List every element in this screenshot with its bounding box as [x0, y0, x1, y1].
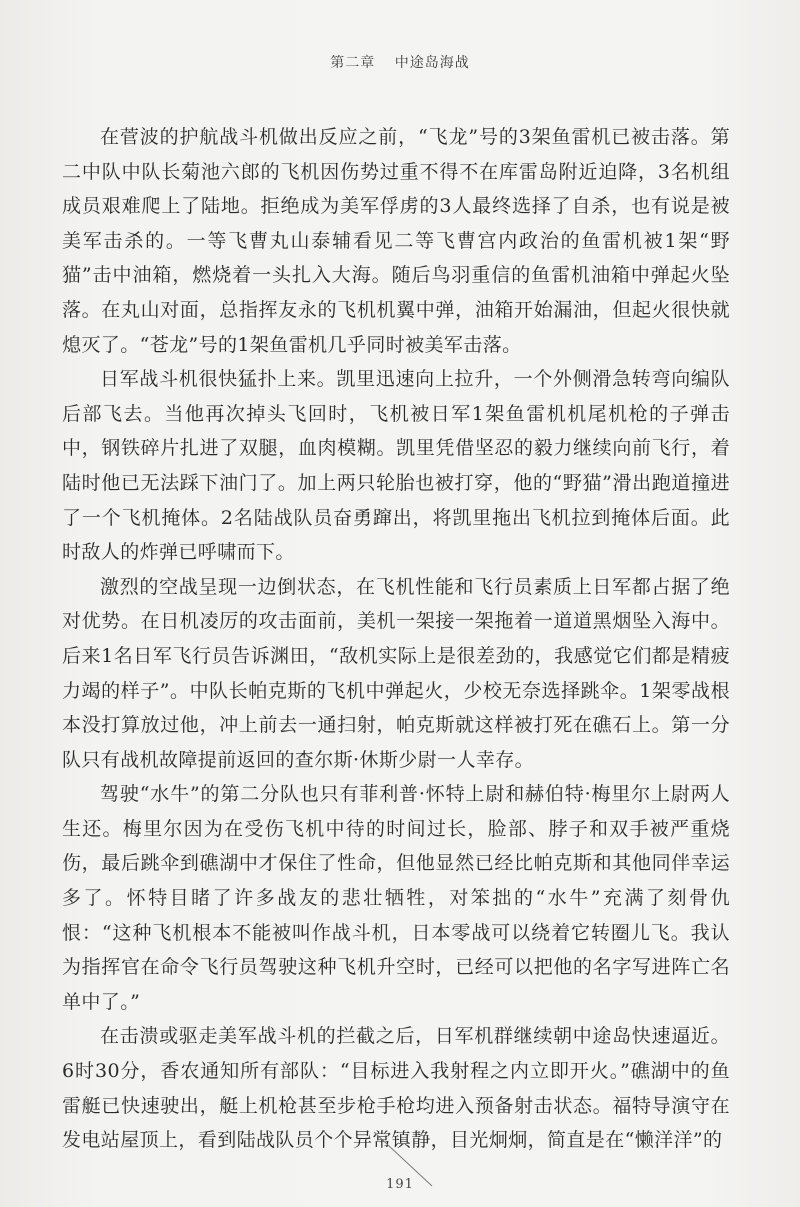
- paragraph-2: 日军战斗机很快猛扑上来。凯里迅速向上拉升，一个外侧滑急转弯向编队后部飞去。当他再次掉头飞回时，飞机被日军1架鱼雷机机尾机枪的子弹击中，钢铁碎片扎进了双腿，血肉模糊。凯里凭借坚忍的毅力继续向前飞行，着陆时他已无法踩下油门了。加上两只轮胎也被打穿，他的“野猫”滑出跑道撞进了一个飞机掩体。2名陆战队员奋勇蹿出，将凯里拖出飞机拉到掩体后面。此时敌人的炸弹已呼啸而下。: [62, 368, 730, 564]
- chapter-label: 第二章: [330, 55, 376, 71]
- page-number: 191: [386, 1177, 414, 1192]
- body-text: [62, 120, 730, 1158]
- paragraph-5: 在击溃或驱走美军战斗机的拦截之后，日军机群继续朝中途岛快速逼近。6时30分，香农通知所有部队：“目标进入我射程之内立即开火。”礁湖中的鱼雷艇已快速驶出，艇上机枪甚至步枪手枪均进入预备射击状态。福特导演守在发电站屋顶上，看到陆战队员个个异常镇静，目光炯炯，简直是在“懒洋洋”的: [62, 1025, 730, 1152]
- paragraph-4: 驾驶“水牛”的第二分队也只有菲利普·怀特上尉和赫伯特·梅里尔上尉两人生还。梅里尔因为在受伤飞机中待的时间过长，脸部、脖子和双手被严重烧伤，最后跳伞到礁湖中才保住了性命，但他显然已经比帕克斯和其他同伴幸运多了。怀特目睹了许多战友的悲壮牺牲，对笨拙的“水牛”充满了刻骨仇恨：“这种飞机根本不能被叫作战斗机，日本零战可以绕着它转圈儿飞。我认为指挥官在命令飞行员驾驶这种飞机升空时，已经可以把他的名字写进阵亡名单中了。”: [62, 783, 730, 1013]
- running-header: [0, 52, 800, 72]
- paragraph-1: 在菅波的护航战斗机做出反应之前，“飞龙”号的3架鱼雷机已被击落。第二中队中队长菊池六郎的飞机因伤势过重不得不在库雷岛附近迫降，3名机组成员艰难爬上了陆地。拒绝成为美军俘虏的3人最终选择了自杀，也有说是被美军击杀的。一等飞曹丸山泰辅看见二等飞曹宫内政治的鱼雷机被1架“野猫”击中油箱，燃烧着一头扎入大海。随后鸟羽重信的鱼雷机油箱中弹起火坠落。在丸山对面，总指挥友永的飞机机翼中弹，油箱开始漏油，但起火很快就熄灭了。“苍龙”号的1架鱼雷机几乎同时被美军击落。: [62, 126, 730, 356]
- paragraph-3: 激烈的空战呈现一边倒状态，在飞机性能和飞行员素质上日军都占据了绝对优势。在日机凌厉的攻击面前，美机一架接一架拖着一道道黑烟坠入海中。后来1名日军飞行员告诉渊田，“敌机实际上是很差劲的，我感觉它们都是精疲力竭的样子”。中队长帕克斯的飞机中弹起火，少校无奈选择跳伞。1架零战根本没打算放过他，冲上前去一通扫射，帕克斯就这样被打死在礁石上。第一分队只有战机故障提前返回的查尔斯·休斯少尉一人幸存。: [62, 575, 730, 771]
- chapter-title: 中途岛海战: [394, 55, 470, 71]
